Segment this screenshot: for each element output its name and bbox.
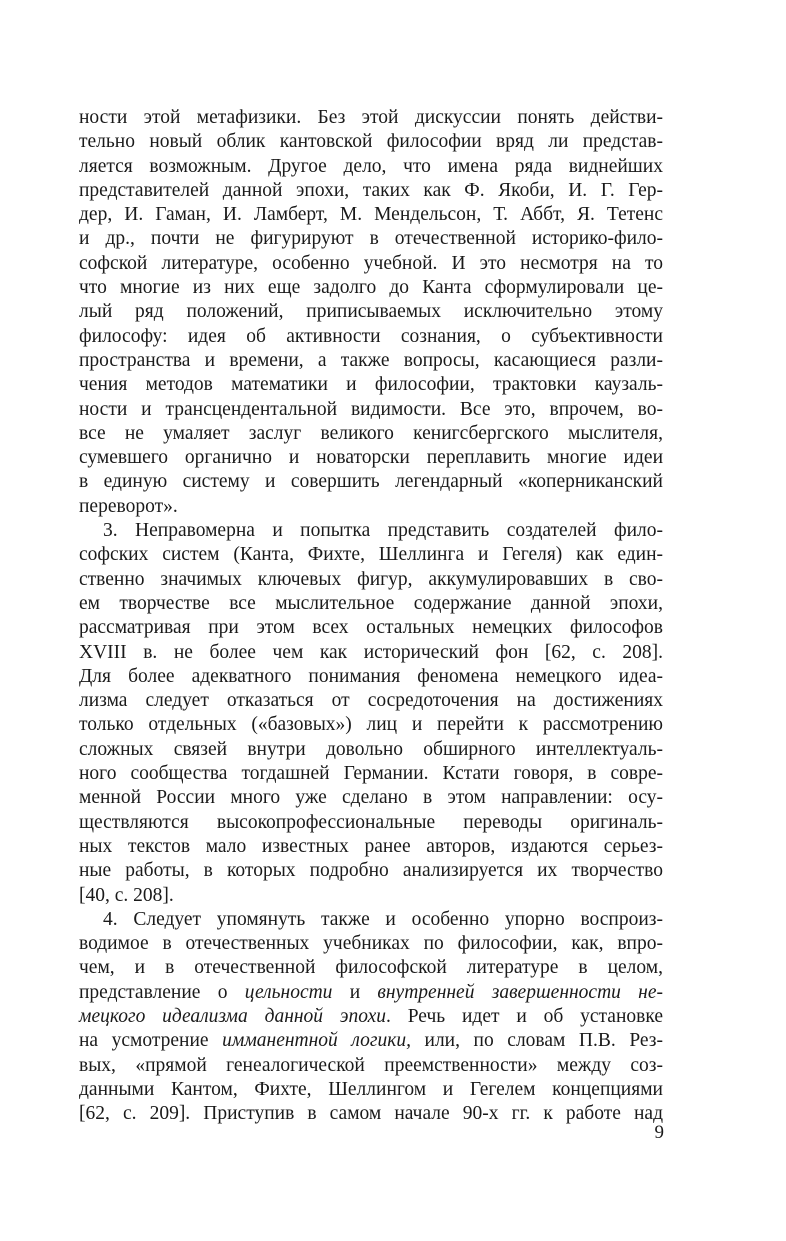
text-line-34: 4. Следует упомянуть также и особенно упорно воспроиз-: [103, 908, 663, 930]
text-line-4: представителей данной эпохи, таких как Ф. Якоби, И. Г. Гер-: [79, 179, 663, 201]
text-line-6: и др., почти не фигурируют в отечественной историко-фило-: [79, 228, 663, 250]
text-line-33: [40, с. 208].: [79, 884, 174, 906]
text-line-1: ности этой метафизики. Без этой дискуссии понять действи-: [79, 107, 663, 128]
text-line-16: в единую систему и совершить легендарный «коперниканский: [79, 471, 663, 493]
text-line-8: что многие из них еще задолго до Канта сформулировали це-: [79, 277, 663, 299]
body-text: [79, 106, 663, 1126]
plain-lines-container: [79, 106, 663, 981]
text-line-26: только отдельных («базовых») лиц и перейти к рассмотрению: [79, 714, 663, 736]
text-line-39: на усмотрение имманентной логики, или, по словам П.В. Рез-: [79, 1030, 663, 1052]
text-line-21: ем творчестве все мыслительное содержание данной эпохи,: [79, 592, 663, 614]
text-line-7: софской литературе, особенно учебной. И это несмотря на то: [79, 252, 663, 274]
text-line-32: ные работы, в которых подробно анализируется их творчество: [79, 860, 663, 882]
text-line-9: лый ряд положений, приписываемых исключительно этому: [79, 301, 663, 323]
text-line-35: водимое в отечественных учебниках по философии, как, впро-: [79, 933, 663, 955]
text-line-23: XVIII в. не более чем как исторический фон [62, с. 208].: [79, 641, 663, 663]
text-line-41: данными Кантом, Фихте, Шеллингом и Гегелем концепциями: [79, 1078, 663, 1100]
text-line-36: чем, и в отечественной философской литературе в целом,: [79, 957, 663, 979]
text-line-2: тельно новый облик кантовской философии вряд ли представ-: [79, 131, 663, 153]
text-line-5: дер, И. Гаман, И. Ламберт, М. Мендельсон, Т. Аббт, Я. Тетенс: [79, 204, 663, 226]
page-number: 9: [654, 1122, 664, 1143]
text-line-15: сумевшего органично и новаторски переплавить многие идеи: [79, 447, 663, 469]
text-line-10: философу: идея об активности сознания, о субъективности: [79, 325, 663, 347]
text-line-22: рассматривая при этом всех остальных немецких философов: [79, 617, 663, 639]
text-line-31: ных текстов мало известных ранее авторов, издаются серьез-: [79, 835, 663, 857]
text-line-13: ности и трансцендентальной видимости. Все это, впрочем, во-: [79, 398, 663, 420]
text-line-40: вых, «прямой генеалогической преемственности» между соз-: [79, 1054, 663, 1076]
text-line-38: мецкого идеализма данной эпохи. Речь идет и об установке: [79, 1005, 663, 1027]
text-line-14: все не умаляет заслуг великого кенигсбергского мыслителя,: [79, 422, 663, 444]
text-line-12: чения методов математики и философии, трактовки каузаль-: [79, 374, 663, 396]
text-line-20: ственно значимых ключевых фигур, аккумулировавших в сво-: [79, 568, 663, 590]
text-line-37: представление о цельности и внутренней завершенности не-: [79, 981, 664, 1003]
text-line-18: 3. Неправомерна и попытка представить создателей фило-: [103, 520, 663, 542]
text-line-24: Для более адекватного понимания феномена немецкого идеа-: [79, 665, 663, 687]
text-line-3: ляется возможным. Другое дело, что имена ряда виднейших: [79, 155, 663, 177]
text-line-25: лизма следует отказаться от сосредоточения на достижениях: [79, 690, 663, 712]
text-line-19: софских систем (Канта, Фихте, Шеллинга и Гегеля) как един-: [79, 544, 663, 566]
text-line-30: ществляются высокопрофессиональные переводы оригиналь-: [79, 811, 663, 833]
text-line-29: менной России много уже сделано в этом направлении: осу-: [79, 787, 663, 809]
text-line-11: пространства и времени, а также вопросы, касающиеся разли-: [79, 349, 663, 371]
text-line-42: [62, с. 209]. Приступив в самом начале 90-х гг. к работе над: [79, 1103, 663, 1125]
text-line-28: ного сообщества тогдашней Германии. Кстати говоря, в совре-: [79, 763, 663, 785]
text-line-17: переворот».: [79, 495, 178, 517]
text-line-27: сложных связей внутри довольно обширного интеллектуаль-: [79, 738, 663, 760]
